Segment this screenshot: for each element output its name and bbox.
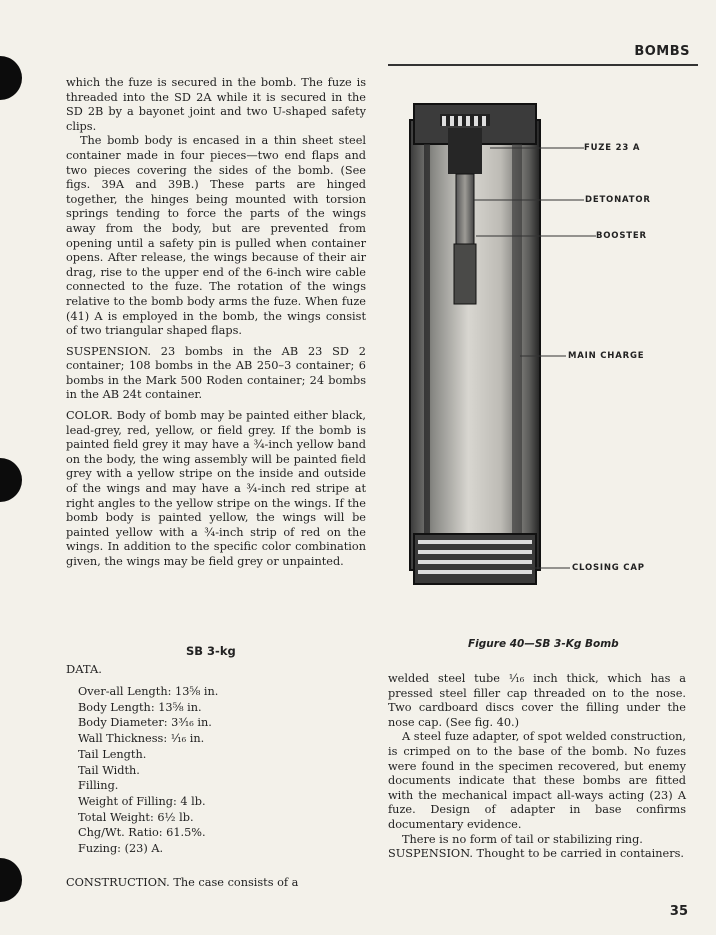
bomb-figure xyxy=(380,84,710,644)
data-item: Tail Width. xyxy=(78,763,140,777)
left-column xyxy=(66,76,366,570)
data-item: Fuzing: (23) A. xyxy=(78,842,164,856)
paragraph-color xyxy=(66,409,366,570)
data-item: Total Weight: 6½ lb. xyxy=(78,810,194,824)
header-rule xyxy=(388,64,698,66)
color-text: Body of bomb may be painted either black, lead-grey, red, yellow, or field grey. If the bomb is painted field grey it may have a ¾-inch yellow band on the body, the wing assembly will be painted field grey with a yellow stripe on the inside and outside of the wings and may have a ¾-inch red stripe at right angles to the yellow stripe on the wings. If the bomb body is painted yellow, the wings will be painted yellow with a ¾-inch strip of red on the wings. In addition to the specific color combination given, the wings may be field grey or unpainted. xyxy=(66,409,366,568)
data-item: Weight of Filling: 4 lb. xyxy=(78,794,206,808)
data-item: Over-all Length: 13⅝ in. xyxy=(78,685,219,698)
right-column xyxy=(388,672,686,862)
construction-paragraph xyxy=(66,876,366,889)
closing-cap xyxy=(414,534,536,584)
paragraph-tail: There is no form of tail or stabilizing ring. xyxy=(402,832,643,846)
label-booster: BOOSTER xyxy=(596,231,647,241)
binder-hole-top xyxy=(0,56,22,100)
paragraph-case: welded steel tube ¹⁄₁₆ inch thick, which has a pressed steel filler cap threaded on to the nose. Two cardboard discs cover the filling under the nose cap. (See fig. 40.) xyxy=(388,672,686,729)
data-label: DATA. xyxy=(66,662,102,676)
data-item: Filling. xyxy=(78,779,119,793)
shading-right xyxy=(512,144,522,554)
label-detonator: DETONATOR xyxy=(585,195,651,205)
binder-hole-bottom xyxy=(0,858,22,902)
data-item: Wall Thickness: ¹⁄₁₆ in. xyxy=(78,732,205,746)
data-item: Tail Length. xyxy=(78,747,147,761)
data-item: Chg/Wt. Ratio: 61.5%. xyxy=(78,826,206,840)
section-header: BOMBS xyxy=(634,44,690,59)
paragraph-container: The bomb body is encased in a thin sheet steel container made in four pieces—two end flaps and two pieces covering the sides of the bomb. (See figs. 39A and 39B.) These parts are hinged together, the hinges being mounted with torsion springs tending to force the parts of the wings away from the body, but are prevented from opening until a safety pin is pulled when container opens. After release, the wings because of their air drag, rise to the upper end of the 6-inch wire cable connected to the fuze. The rotation of the wings relative to the bomb body arms the fuze. When fuze (41) A is employed in the bomb, the wings consist of two triangular shaped flaps. xyxy=(66,134,366,338)
shading-left xyxy=(424,144,430,554)
fuze-body xyxy=(448,128,482,174)
suspension-text: 23 bombs in the AB 23 SD 2 container; 108 bombs in the AB 250–3 container; 6 bombs in the Mark 500 Roden container; 24 bombs in the AB 24t container. xyxy=(66,344,366,402)
data-item: Body Length: 13⅝ in. xyxy=(78,700,202,714)
label-closing-cap: CLOSING CAP xyxy=(572,563,645,573)
suspension-heading: SUSPENSION. xyxy=(66,344,151,358)
paragraph-adapter: A steel fuze adapter, of spot welded construction, is crimped on to the base of the bomb. No fuzes were found in the specimen recovered, but enemy documents indicate that these bombs are fitted with the mechanical impact all-ways acting (23) A fuze. Design of adapter in base confirms documentary evidence. xyxy=(388,730,686,831)
binder-hole-middle xyxy=(0,458,22,502)
detonator xyxy=(456,174,474,244)
construction-text: The case consists of a xyxy=(173,876,299,889)
booster xyxy=(454,244,476,304)
paragraph-suspension-right xyxy=(388,847,686,862)
sb3-heading: SB 3-kg xyxy=(186,644,236,658)
page-number: 35 xyxy=(669,904,688,919)
paragraph-suspension xyxy=(66,345,366,403)
bomb-illustration xyxy=(380,84,710,644)
label-fuze: FUZE 23 A xyxy=(584,143,641,153)
figure-caption: Figure 40—SB 3-Kg Bomb xyxy=(468,638,619,650)
data-list xyxy=(78,684,218,857)
data-item: Body Diameter: 3³⁄₁₆ in. xyxy=(78,716,212,730)
suspension-heading-right: SUSPENSION. xyxy=(388,847,473,861)
label-main-charge: MAIN CHARGE xyxy=(568,351,645,361)
suspension-text-right: Thought to be carried in containers. xyxy=(476,847,685,861)
construction-heading: CONSTRUCTION. xyxy=(66,876,170,889)
color-heading: COLOR. xyxy=(66,409,113,423)
paragraph-fuze-securing: which the fuze is secured in the bomb. The fuze is threaded into the SD 2A while it is secured in the SD 2B by a bayonet joint and two U-shaped safety clips. xyxy=(66,76,366,133)
